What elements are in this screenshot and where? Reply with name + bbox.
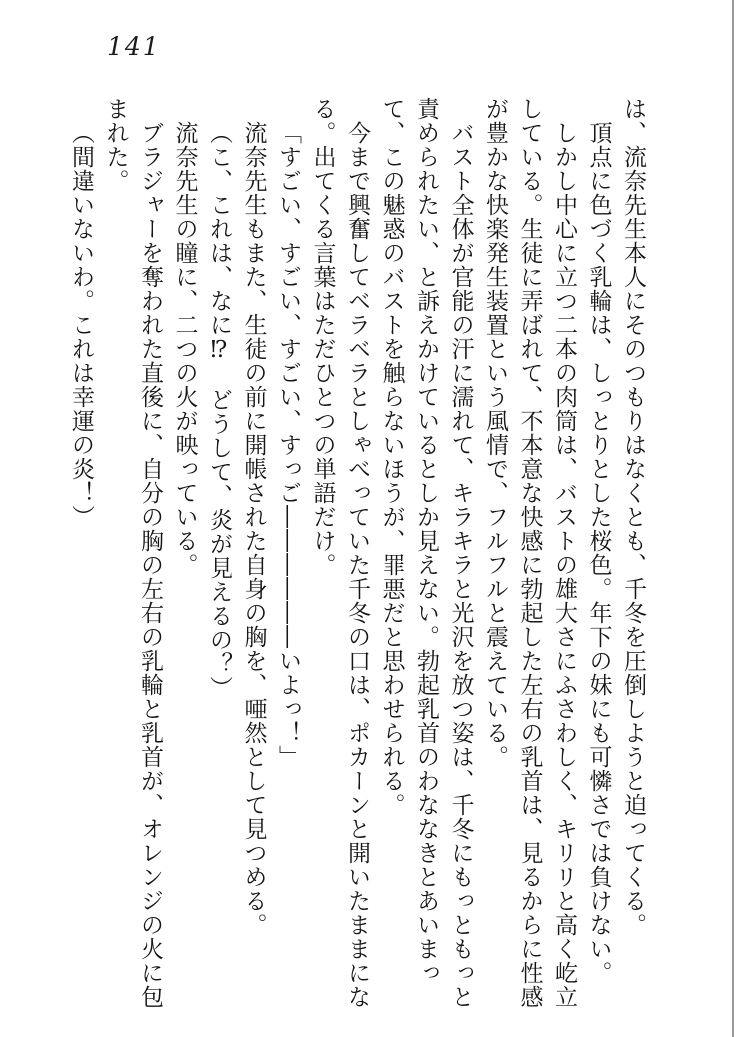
inner-monologue-line: （間違いないわ。これは幸運の炎！） — [68, 121, 94, 529]
paragraph: バスト全体が官能の汗に濡れて、キラキラと光沢を放つ姿は、千冬にもっともっと責められたい、と訴えかけているとしか見えない。勃起乳首のわななきとあいまって、この魅惑のバストを触らないほうが、罪悪だと思わせられる。 — [378, 97, 474, 1009]
paragraph: は、流奈先生本人にそのつもりはなくとも、千冬を圧倒しようと迫ってくる。 — [620, 97, 646, 937]
paragraph: しかし中心に立つ二本の肉筒は、バストの雄大さにふさわしく、キリリと高く屹立している。生徒に弄ばれて、不本意な快感に勃起した左右の乳首は、見るからに性感が豊かな快楽発生装置という風情で、フルフルと震えている。 — [482, 97, 577, 1009]
paragraph: 今まで興奮してベラベラとしゃべっていた千冬の口は、ポカーンと開いたままになる。出てくる言葉はただひとつの単語だけ。 — [309, 97, 370, 1009]
body-text — [64, 97, 651, 1009]
page-number: 141 — [107, 32, 161, 61]
paragraph: 流奈先生もまた、生徒の前に開帳された自身の胸を、唖然として見つめる。 — [240, 121, 267, 937]
paragraph: 流奈先生の瞳に、二つの火が映っている。 — [171, 121, 198, 577]
page-edge-line — [732, 0, 734, 1037]
inner-monologue-line: （こ、これは、なに⁉ どうして、炎が見えるの？） — [206, 121, 232, 700]
paragraph: 頂点に色づく乳輪は、しっとりとした桜色。年下の妹にも可憐さでは負けない。 — [585, 121, 612, 985]
dialogue-line: 「すごい、すごい、すごい、すっご――――――いよっ！」 — [275, 121, 301, 769]
paragraph: ブラジャーを奪われた直後に、自分の胸の左右の乳輪と乳首が、オレンジの火に包まれた。 — [102, 97, 163, 1009]
